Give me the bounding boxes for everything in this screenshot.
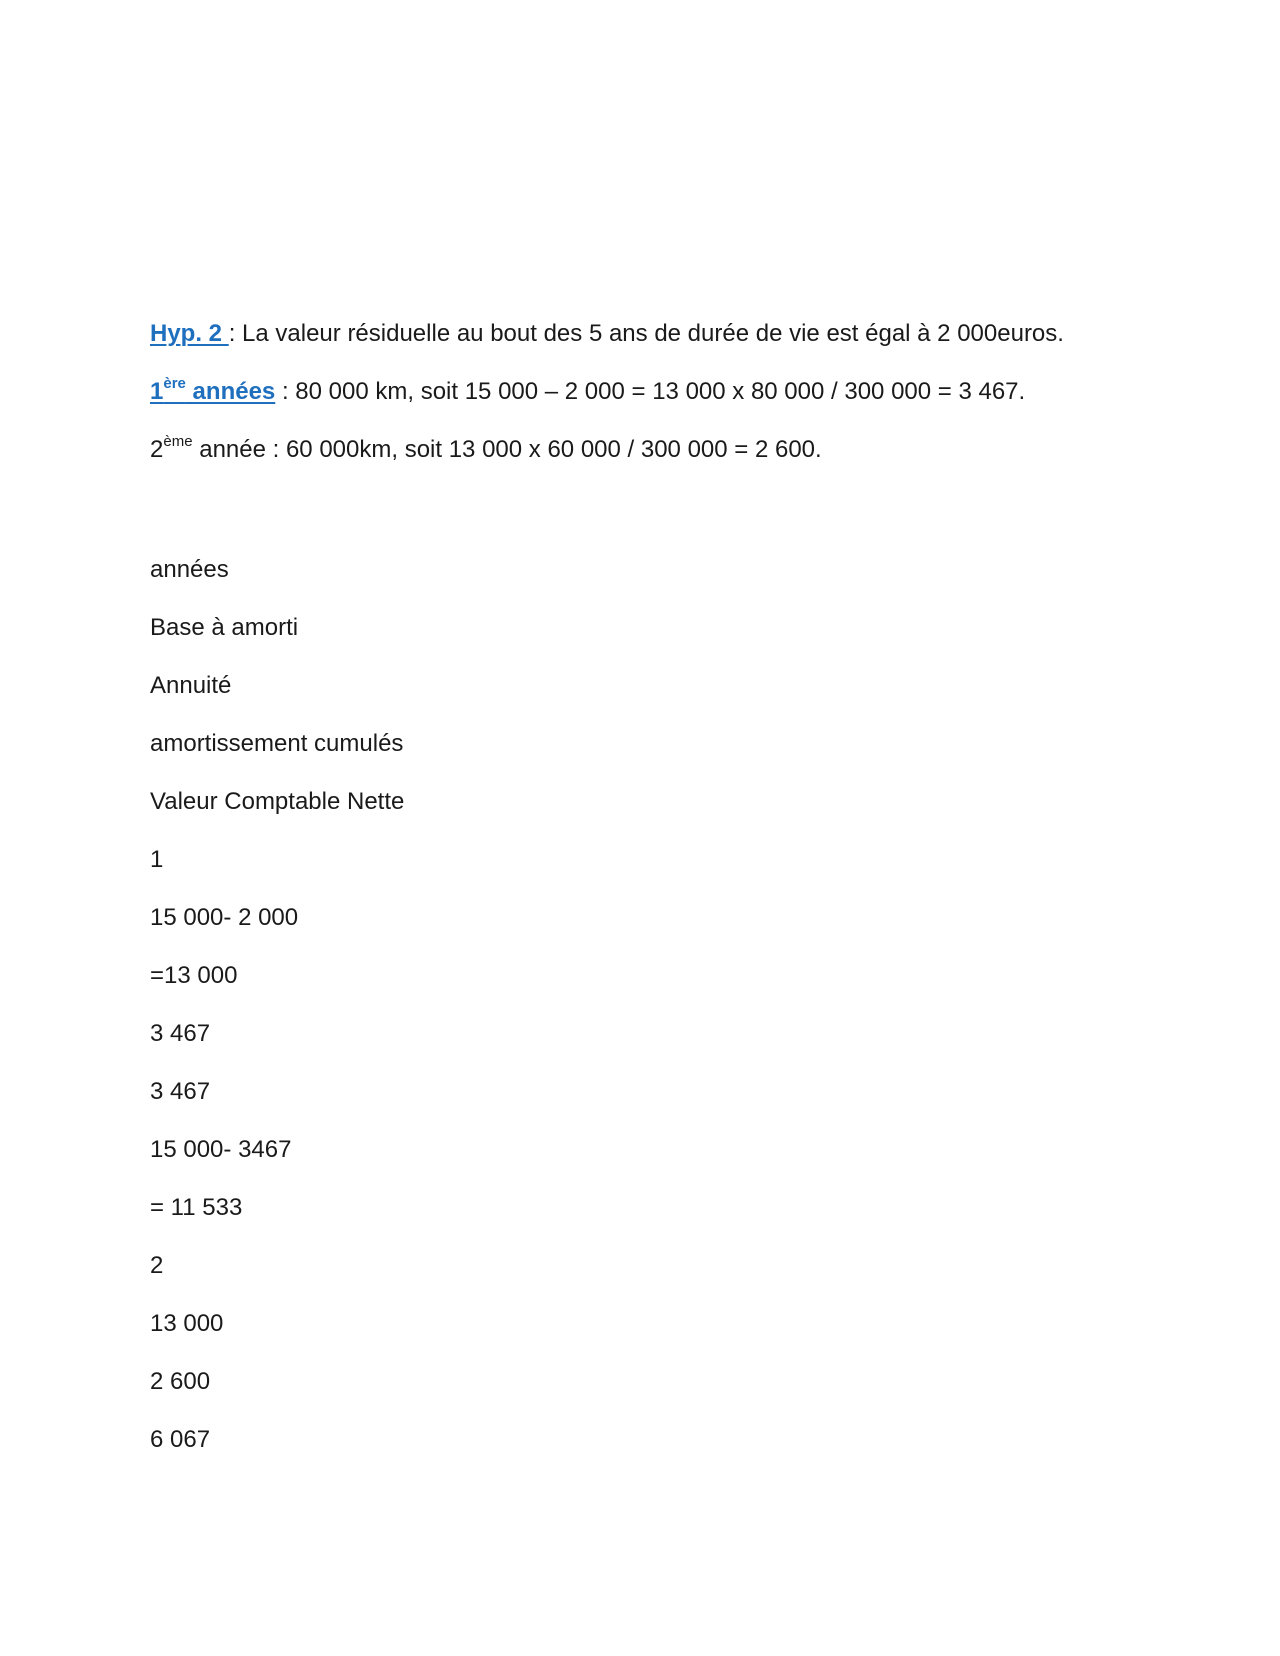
year2-number: 2: [150, 436, 164, 463]
year1-line: [150, 375, 1150, 406]
list-item: 3 467: [150, 1020, 211, 1047]
year2-text: année : 60 000km, soit 13 000 x 60 000 / 300 000 = 2 600.: [192, 436, 822, 463]
hyp-text: : La valeur résiduelle au bout des 5 ans de durée de vie est égal à 2 000euros.: [228, 320, 1064, 347]
list-item: 2 600: [150, 1368, 211, 1395]
year1-link[interactable]: [150, 375, 276, 405]
list-item: Valeur Comptable Nette: [150, 788, 405, 815]
list-item: 3 467: [150, 1078, 211, 1105]
year1-superscript: ère: [163, 375, 186, 392]
list-item: 1: [150, 846, 164, 873]
year1-text: : 80 000 km, soit 15 000 – 2 000 = 13 000 x 80 000 / 300 000 = 3 467.: [275, 378, 1026, 405]
hypothesis-line: [150, 320, 1150, 348]
year2-superscript: ème: [163, 433, 193, 450]
list-item: 13 000: [150, 1310, 224, 1337]
year1-label: années: [185, 378, 276, 405]
year1-number: 1: [150, 378, 164, 405]
list-item: Base à amorti: [150, 614, 299, 641]
document-body: [150, 320, 1150, 494]
list-item: 15 000- 3467: [150, 1136, 292, 1163]
hyp-link[interactable]: Hyp. 2: [150, 320, 229, 347]
list-item: années: [150, 556, 229, 583]
table-cells-list: [150, 556, 1150, 1484]
list-item: Annuité: [150, 672, 232, 699]
year2-line: [150, 433, 1150, 464]
list-item: 6 067: [150, 1426, 211, 1453]
list-item: = 11 533: [150, 1194, 243, 1221]
list-item: 15 000- 2 000: [150, 904, 299, 931]
list-item: 2: [150, 1252, 164, 1279]
list-item: amortissement cumulés: [150, 730, 404, 757]
list-item: =13 000: [150, 962, 238, 989]
